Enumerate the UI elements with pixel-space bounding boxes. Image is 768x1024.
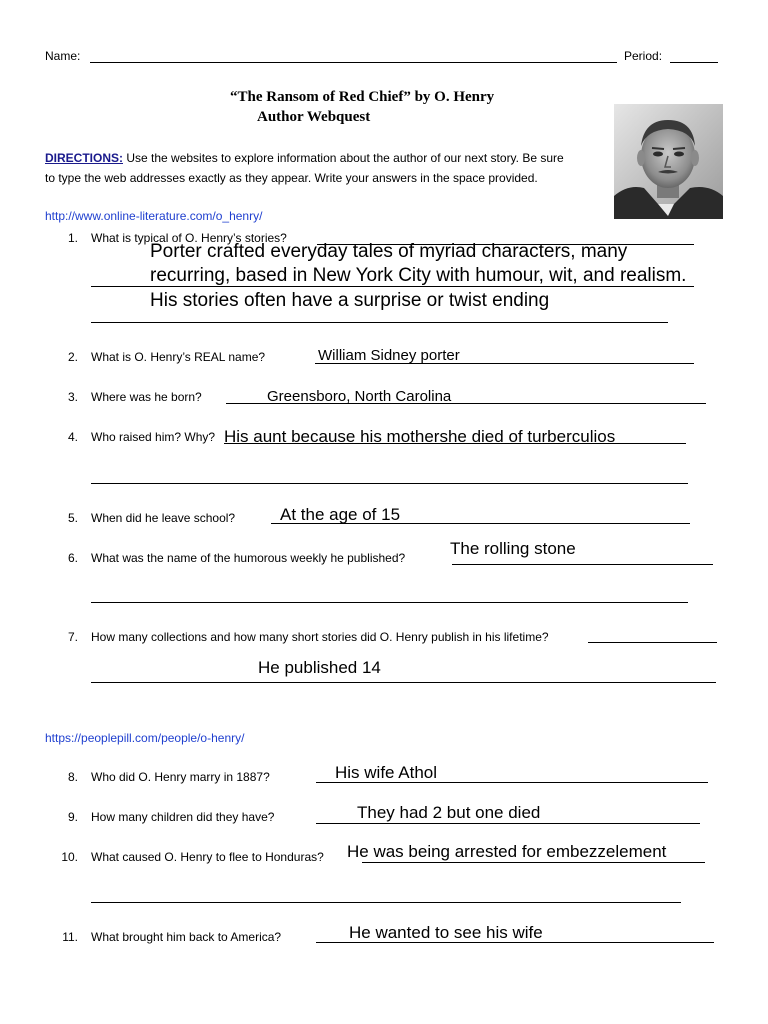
question-number: 3. <box>67 390 78 404</box>
question-text: Who did O. Henry marry in 1887? <box>91 770 270 784</box>
answer-text: At the age of 15 <box>280 505 401 524</box>
name-label: Name: <box>45 49 81 63</box>
question-number: 9. <box>67 810 78 824</box>
answer-text: Porter crafted everyday tales of myriad characters, many <box>150 241 628 262</box>
question-text: What is typical of O. Henry’s stories? <box>91 231 287 245</box>
question-number: 1. <box>67 231 78 245</box>
answer-line[interactable] <box>316 942 714 943</box>
directions-text-2: to type the web addresses exactly as they appear. Write your answers in the space provided. <box>45 171 538 185</box>
answer-line[interactable] <box>452 564 713 565</box>
answer-line[interactable] <box>91 602 688 603</box>
answer-text: They had 2 but one died <box>357 803 541 822</box>
answer-text: He wanted to see his wife <box>349 923 543 942</box>
answer-line[interactable] <box>271 523 690 524</box>
answer-text: He published 14 <box>258 658 381 677</box>
question-number: 2. <box>67 350 78 364</box>
answer-text: William Sidney porter <box>318 347 460 364</box>
answer-text: recurring, based in New York City with humour, wit, and realism. <box>150 265 687 286</box>
question-text: When did he leave school? <box>91 511 236 525</box>
question-text: What brought him back to America? <box>91 930 282 944</box>
page-title: “The Ransom of Red Chief” by O. Henry <box>230 89 495 105</box>
directions-text-1: Use the websites to explore information about the author of our next story. Be sure <box>126 151 564 165</box>
question-number: 7. <box>67 630 78 644</box>
answer-line[interactable] <box>91 322 668 323</box>
answer-text: The rolling stone <box>450 539 576 558</box>
answer-text: He was being arrested for embezzelement <box>347 842 667 861</box>
answer-line[interactable] <box>588 642 717 643</box>
answer-line[interactable] <box>315 363 694 364</box>
question-text: How many collections and how many short stories did O. Henry publish in his lifetime? <box>91 630 549 644</box>
answer-line[interactable] <box>224 443 686 444</box>
question-text: What was the name of the humorous weekly he published? <box>91 551 406 565</box>
question-text: Who raised him? Why? <box>91 430 216 444</box>
question-number: 4. <box>67 430 78 444</box>
answer-text: His wife Athol <box>335 763 438 782</box>
question-number: 11. <box>62 930 78 944</box>
question-text: Where was he born? <box>91 390 202 404</box>
answer-text: Greensboro, North Carolina <box>267 388 452 405</box>
answer-line[interactable] <box>316 782 708 783</box>
answer-text: His stories often have a surprise or twist ending <box>150 290 550 311</box>
question-number: 8. <box>67 770 78 784</box>
peoplepill-link[interactable]: https://peoplepill.com/people/o-henry/ <box>45 731 245 745</box>
answer-line[interactable] <box>362 862 705 863</box>
question-text: What is O. Henry’s REAL name? <box>91 350 266 364</box>
answer-line[interactable] <box>91 483 688 484</box>
question-text: What caused O. Henry to flee to Honduras? <box>91 850 324 864</box>
answer-line[interactable] <box>316 823 700 824</box>
question-text: How many children did they have? <box>91 810 275 824</box>
author-portrait-image <box>614 104 723 219</box>
period-field[interactable] <box>670 62 718 63</box>
directions-label: DIRECTIONS: <box>45 151 123 165</box>
period-label: Period: <box>624 49 663 63</box>
answer-line[interactable] <box>91 682 716 683</box>
answer-text: His aunt because his mothershe died of turberculios <box>224 427 616 446</box>
page-subtitle: Author Webquest <box>257 109 371 125</box>
author-portrait-icon <box>614 104 723 219</box>
question-number: 6. <box>67 551 78 565</box>
question-number: 10. <box>61 850 78 864</box>
online-literature-link[interactable]: http://www.online-literature.com/o_henry/ <box>45 209 263 223</box>
question-number: 5. <box>67 511 78 525</box>
name-field[interactable] <box>90 62 617 63</box>
answer-line[interactable] <box>226 403 706 404</box>
answer-line[interactable] <box>91 902 681 903</box>
directions-line-1 <box>45 151 564 165</box>
